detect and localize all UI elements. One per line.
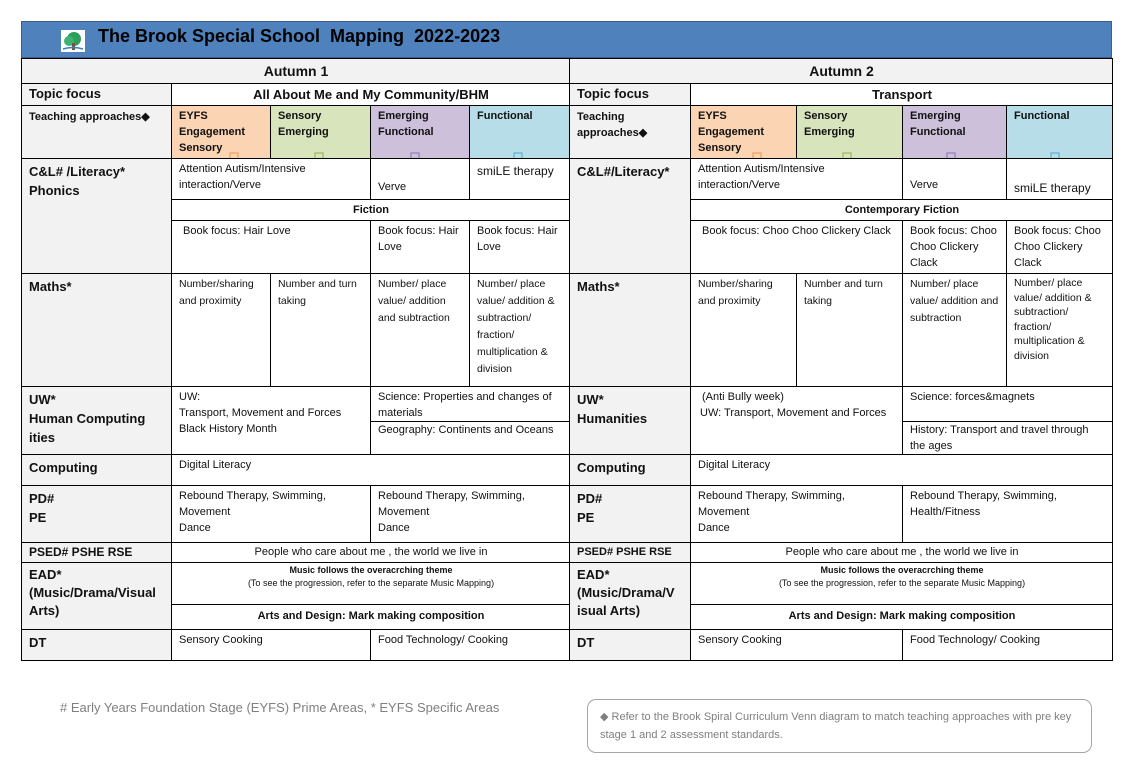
- page-title: The Brook Special School Mapping 2022-2023: [98, 26, 501, 46]
- approach-functional-a1: [470, 106, 570, 159]
- computing-row: [22, 455, 1113, 486]
- down-arrow-icon: [226, 152, 242, 159]
- dt-a2-left: Sensory Cooking: [691, 630, 903, 661]
- approach-emerging-a1: [371, 106, 470, 159]
- uw-label-line: UW*: [577, 392, 604, 407]
- down-arrow-icon: [510, 152, 526, 159]
- cl-label-line: Phonics: [29, 183, 80, 198]
- cl-a1-smile: smiLE therapy: [470, 159, 570, 200]
- computing-label-a1: Computing: [22, 455, 172, 486]
- approach-sensory-a2: [797, 106, 903, 159]
- music-theme: Music follows the overacrching theme: [289, 565, 453, 575]
- topic-label-a1: Topic focus: [22, 84, 172, 106]
- ead-label-a2: [570, 563, 691, 630]
- dt-a1-left: Sensory Cooking: [172, 630, 371, 661]
- maths-a2-1: Number and turn taking: [797, 274, 903, 387]
- uw-label-line: Human Computing: [29, 411, 146, 426]
- cl-a2-verve: Verve: [903, 159, 1007, 200]
- psed-label-a2: PSED# PSHE RSE: [570, 543, 691, 563]
- uw-a2-right: [903, 387, 1113, 455]
- pe-line: Rebound Therapy, Swimming, Movement: [179, 490, 326, 518]
- topic-row: [22, 84, 1113, 106]
- approach-label: Sensory Emerging: [278, 110, 329, 138]
- approach-eyfs-a1: [172, 106, 271, 159]
- pe-row: [22, 486, 1113, 543]
- down-arrow-icon: [311, 152, 327, 159]
- ead-label-a1: [22, 563, 172, 630]
- psed-label-a1: PSED# PSHE RSE: [22, 543, 172, 563]
- music-a2: [691, 563, 1113, 605]
- cl-a2-attention: Attention Autism/Intensive interaction/Verve: [691, 159, 903, 200]
- maths-a1-1: Number and turn taking: [271, 274, 371, 387]
- ead-label-line: EAD*: [577, 567, 610, 582]
- dt-a2-right: Food Technology/ Cooking: [903, 630, 1113, 661]
- approach-sensory-a1: [271, 106, 371, 159]
- computing-label-a2: Computing: [570, 455, 691, 486]
- pe-a2-left: [691, 486, 903, 543]
- book-row: [22, 221, 1113, 274]
- maths-a1-3: Number/ place value/ addition & subtraction/ fraction/ multiplication & division: [470, 274, 570, 387]
- fiction-row: [22, 200, 1113, 221]
- uw-line: Black History Month: [179, 423, 277, 435]
- approach-functional-a2: [1007, 106, 1113, 159]
- book-a2-1: Book focus: Choo Choo Clickery Clack: [903, 221, 1007, 274]
- ead-label-line: EAD*: [29, 567, 62, 582]
- computing-a1: Digital Literacy: [172, 455, 570, 486]
- uw-a1-left: [172, 387, 371, 455]
- title-banner: [21, 21, 1112, 58]
- teaching-label-a2: Teaching approaches◆: [570, 106, 691, 159]
- maths-a1-2: Number/ place value/ addition and subtraction: [371, 274, 470, 387]
- dt-a1-right: Food Technology/ Cooking: [371, 630, 570, 661]
- pe-line: Rebound Therapy, Swimming, Health/Fitness: [910, 490, 1057, 518]
- topic-label-a2: Topic focus: [570, 84, 691, 106]
- psed-row: [22, 543, 1113, 563]
- down-arrow-icon: [749, 152, 765, 159]
- music-a1: [172, 563, 570, 605]
- approach-label: Sensory Emerging: [804, 110, 855, 138]
- cl-a1-verve: Verve: [371, 159, 470, 200]
- uw-label-a2: [570, 387, 691, 455]
- cl-a1-attention: Attention Autism/Intensive interaction/Verve: [172, 159, 371, 200]
- ead-label-line: (Music/Drama/V: [577, 585, 675, 600]
- pd-label-line: PE: [577, 510, 595, 525]
- down-arrow-icon: [407, 152, 423, 159]
- pe-line: Rebound Therapy, Swimming, Movement: [378, 490, 525, 518]
- pe-line: Dance: [179, 522, 211, 534]
- psed-a2: People who care about me , the world we live in: [691, 543, 1113, 563]
- maths-a2-3: Number/ place value/ addition & subtraction/ fraction/ multiplication & division: [1007, 274, 1113, 387]
- uw-label-line: Humanities: [577, 411, 648, 426]
- maths-a2-2: Number/ place value/ addition and subtraction: [903, 274, 1007, 387]
- pe-a2-right: [903, 486, 1113, 543]
- music-theme: Music follows the overacrching theme: [820, 565, 984, 575]
- book-a1-0: Book focus: Hair Love: [172, 221, 371, 274]
- cl-label-line: C&L# /Literacy*: [29, 164, 126, 179]
- approach-label: Functional: [1014, 110, 1070, 122]
- psed-a1: People who care about me , the world we live in: [172, 543, 570, 563]
- book-a2-2: Book focus: Choo Choo Clickery Clack: [1007, 221, 1113, 274]
- approach-eyfs-a2: [691, 106, 797, 159]
- cl-label-a2: C&L#/Literacy*: [570, 159, 691, 274]
- computing-a2: Digital Literacy: [691, 455, 1113, 486]
- music-note: (To see the progression, refer to the separate Music Mapping): [778, 578, 1026, 588]
- uw-label-line: ities: [29, 430, 56, 445]
- dt-row: [22, 630, 1113, 661]
- uw-line: UW:: [179, 391, 201, 403]
- term-row: [22, 59, 1113, 84]
- maths-label-a2: Maths*: [570, 274, 691, 387]
- down-arrow-icon: [943, 152, 959, 159]
- term-autumn-2: Autumn 2: [570, 59, 1113, 84]
- dt-label-a1: DT: [22, 630, 172, 661]
- pd-label-line: PD#: [577, 491, 603, 506]
- uw-science: Science: Properties and changes of materials: [378, 391, 552, 419]
- cl-row: [22, 159, 1113, 200]
- maths-label-a1: Maths*: [22, 274, 172, 387]
- approach-label: Functional: [477, 110, 533, 122]
- curriculum-table: [21, 58, 1113, 661]
- term-autumn-1: Autumn 1: [22, 59, 570, 84]
- pe-a1-left: [172, 486, 371, 543]
- uw-science: Science: forces&magnets: [910, 391, 1035, 403]
- arts-row: [22, 605, 1113, 630]
- maths-row: [22, 274, 1113, 387]
- book-a2-0: Book focus: Choo Choo Clickery Clack: [691, 221, 903, 274]
- cl-label-a1: [22, 159, 172, 274]
- uw-row: [22, 387, 1113, 455]
- reference-note: ◆ Refer to the Brook Spiral Curriculum Venn diagram to match teaching approaches with pre key stage 1 and 2 assessment standards.: [587, 699, 1092, 753]
- arts-a2: Arts and Design: Mark making composition: [691, 605, 1113, 630]
- approach-label: Emerging Functional: [378, 110, 434, 138]
- pe-line: Dance: [378, 522, 410, 534]
- ead-label-line: (Music/Drama/Visual: [29, 585, 156, 600]
- approach-label: EYFS Engagement Sensory: [179, 110, 246, 154]
- ead-label-line: Arts): [29, 603, 60, 618]
- uw-label-line: UW*: [29, 392, 56, 407]
- cl-a2-smile: smiLE therapy: [1007, 159, 1113, 200]
- maths-a1-0: Number/sharing and proximity: [172, 274, 271, 387]
- topic-a1: All About Me and My Community/BHM: [172, 84, 570, 106]
- pe-a1-right: [371, 486, 570, 543]
- fiction-a2: Contemporary Fiction: [691, 200, 1113, 221]
- down-arrow-icon: [839, 152, 855, 159]
- footnote: # Early Years Foundation Stage (EYFS) Prime Areas, * EYFS Specific Areas: [60, 700, 500, 715]
- dt-label-a2: DT: [570, 630, 691, 661]
- approach-emerging-a2: [903, 106, 1007, 159]
- uw-line: Transport, Movement and Forces: [179, 407, 342, 419]
- book-a1-2: Book focus: Hair Love: [470, 221, 570, 274]
- music-note: (To see the progression, refer to the separate Music Mapping): [247, 578, 495, 588]
- pd-label-line: PE: [29, 510, 47, 525]
- pe-line: Rebound Therapy, Swimming, Movement: [698, 490, 845, 518]
- uw-history: History: Transport and travel through the ages: [903, 421, 1112, 454]
- pe-line: Dance: [698, 522, 730, 534]
- maths-a2-0: Number/sharing and proximity: [691, 274, 797, 387]
- arts-a1: Arts and Design: Mark making composition: [172, 605, 570, 630]
- pd-label-a2: [570, 486, 691, 543]
- pd-label-line: PD#: [29, 491, 55, 506]
- ead-row: [22, 563, 1113, 605]
- tree-logo-icon: [60, 29, 86, 53]
- topic-a2: Transport: [691, 84, 1113, 106]
- teaching-label-a1: Teaching approaches◆: [22, 106, 172, 159]
- book-a1-1: Book focus: Hair Love: [371, 221, 470, 274]
- uw-line: UW: Transport, Movement and Forces: [700, 407, 887, 419]
- approach-label: EYFS Engagement Sensory: [698, 110, 765, 154]
- uw-label-a1: [22, 387, 172, 455]
- fiction-a1: Fiction: [172, 200, 570, 221]
- uw-a2-left: [691, 387, 903, 455]
- uw-a1-right: [371, 387, 570, 455]
- approach-label: Emerging Functional: [910, 110, 966, 138]
- approaches-row: [22, 106, 1113, 159]
- uw-geography: Geography: Continents and Oceans: [371, 421, 569, 438]
- ead-label-line: isual Arts): [577, 603, 641, 618]
- pd-label-a1: [22, 486, 172, 543]
- uw-line: (Anti Bully week): [702, 391, 784, 403]
- down-arrow-icon: [1047, 152, 1063, 159]
